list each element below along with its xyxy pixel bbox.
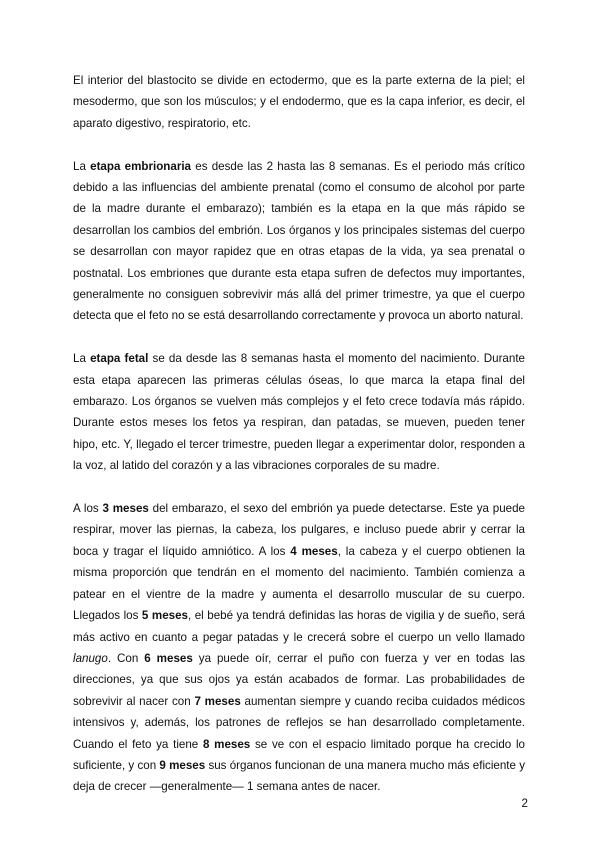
bold-text: 6 meses [144, 651, 193, 665]
text-run: se ve con el espacio limitado porque ha crecido lo suficiente, y con [73, 737, 525, 772]
page-number: 2 [521, 797, 528, 810]
paragraph-fetal-stage [73, 348, 525, 476]
text-run: aumentan siempre y cuando reciba cuidados médicos intensivos y, además, los patrones de reflejos se han desarrollado completamente. Cuando el feto ya tiene [73, 694, 525, 751]
bold-text: 3 meses [102, 502, 149, 516]
text-run: del embarazo, el sexo del embrión ya puede detectarse. Este ya puede respirar, mover las piernas, la cabeza, los pulgares, e incluso puede abrir y cerrar la boca y tragar el líquido amniótico. A los [73, 502, 525, 558]
bold-text: 8 meses [202, 737, 251, 751]
bold-text: etapa fetal [90, 352, 149, 366]
bold-text: 7 meses [194, 694, 241, 708]
bold-text: 4 meses [290, 544, 338, 558]
text-run: La [73, 352, 91, 366]
text-run: , la cabeza y el cuerpo obtienen la misma proporción que tendrán en el momento del nacimiento. También comienza a patear en el vientre de la madre y aumenta el desarrollo muscular de su cuerpo. Llegados los [73, 544, 525, 623]
text-run: A los [73, 502, 103, 516]
bold-text: etapa embrionaria [90, 159, 192, 173]
text-run: La [73, 159, 91, 173]
body-text [73, 70, 525, 819]
text-run: es desde las 2 hasta las 8 semanas. Es el periodo más crítico debido a las influencias del ambiente prenatal (como el consumo de alcohol por parte de la madre durante el embarazo); también es la etapa en la que más rápido se desarrollan los cambios del embrión. Los órganos y los principales sistemas del cuerpo se desarrollan con mayor rapidez que en otras etapas de la vida, ya sea prenatal o postnatal. Los embriones que durante esta etapa sufren de defectos muy importantes, generalmente no consiguen sobrevivir más allá del primer trimestre, ya que el cuerpo detecta que el feto no se está desarrollando correctamente y provoca un aborto natural. [73, 159, 525, 323]
text-run: ya puede oír, cerrar el puño con fuerza y ver en todas las direcciones, ya que sus ojos ya están acabados de formar. Las probabilidades de sobrevivir al nacer con [73, 651, 525, 708]
text-run: se da desde las 8 semanas hasta el momento del nacimiento. Durante esta etapa aparecen las primeras células óseas, lo que marca la etapa final del embarazo. Los órganos se vuelven más complejos y el feto crece todavía más rápido. Durante estos meses los fetos ya respiran, dan patadas, se mueven, pueden tener hipo, etc. Y, llegado el tercer trimestre, pueden llegar a experimentar dolor, responden a la voz, al latido del corazón y a las vibraciones corporales de su madre. [73, 352, 525, 473]
bold-text: 9 meses [159, 758, 206, 772]
text-run: , el bebé ya tendrá definidas las horas de vigilia y de sueño, será más activo en cuanto a pegar patadas y le crecerá sobre el cuerpo un vello llamado [73, 609, 525, 644]
text-run: . Con [107, 651, 145, 665]
paragraph-monthly-development [73, 498, 525, 798]
paragraph-germ-layers [73, 70, 525, 134]
paragraph-embryonic-stage [73, 156, 525, 327]
italic-text: lanugo [73, 651, 108, 665]
bold-text: 5 meses [141, 609, 188, 623]
text-run: El interior del blastocito se divide en ectodermo, que es la parte externa de la piel; el mesodermo, que son los músculos; y el endodermo, que es la capa inferior, es decir, el aparato digestivo, respiratorio, etc. [73, 74, 525, 130]
text-run: sus órganos funcionan de una manera mucho más eficiente y deja de crecer —generalmente— 1 semana antes de nacer. [73, 758, 525, 794]
